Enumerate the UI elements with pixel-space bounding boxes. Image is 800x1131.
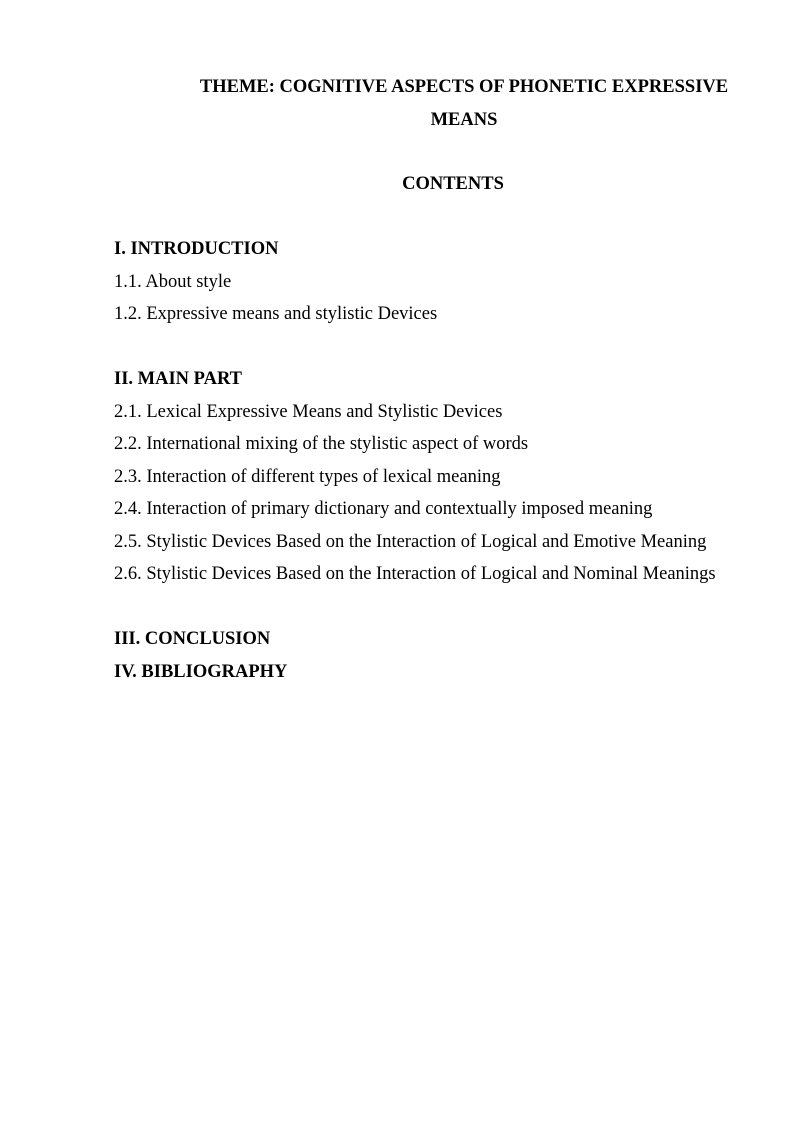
toc-spacer [114,331,774,364]
toc-spacer [114,591,774,624]
toc-section-heading-conclusion: III. CONCLUSION [114,629,271,649]
toc-item: 2.1. Lexical Expressive Means and Stylistic Devices [114,401,503,422]
theme-title [114,71,800,136]
contents-heading: CONTENTS [402,174,504,194]
toc-item: 2.4. Interaction of primary dictionary and contextually imposed meaning [114,499,653,519]
table-of-contents [114,233,774,688]
toc-item: 1.1. About style [114,271,232,292]
toc-section-heading-bibliography: IV. BIBLIOGRAPHY [114,661,288,682]
toc-item: 1.2. Expressive means and stylistic Devices [114,304,438,324]
toc-item: 2.3. Interaction of different types of lexical meaning [114,466,501,487]
toc-section-heading-introduction: I. INTRODUCTION [114,239,279,259]
toc-item: 2.5. Stylistic Devices Based on the Interaction of Logical and Emotive Meaning [114,531,707,552]
theme-title-line-2: MEANS [430,109,498,130]
toc-item: 2.2. International mixing of the stylistic aspect of words [114,434,529,454]
toc-item: 2.6. Stylistic Devices Based on the Interaction of Logical and Nominal Meanings [114,564,716,584]
theme-title-line-1: THEME: COGNITIVE ASPECTS OF PHONETIC EXPRESSIVE [199,77,729,97]
toc-section-heading-main-part: II. MAIN PART [114,369,242,389]
